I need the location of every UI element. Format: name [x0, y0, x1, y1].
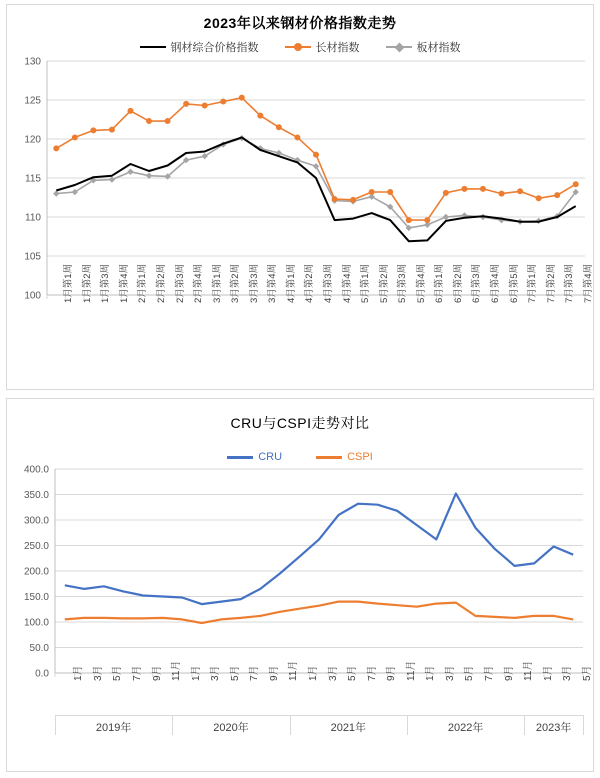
- legend-swatch-cru-icon: [227, 452, 253, 462]
- svg-text:130: 130: [24, 56, 41, 68]
- top-chart-legend: [7, 39, 593, 55]
- year-group-separator: [55, 715, 56, 735]
- bottom-x-label: 3月: [444, 665, 456, 681]
- top-x-label: 7月第1周: [527, 263, 539, 303]
- bottom-x-label: 5月: [112, 665, 124, 681]
- top-x-label: 1月第1周: [63, 263, 75, 303]
- top-x-label: 6月第3周: [471, 263, 483, 303]
- bottom-x-label: 7月: [366, 665, 378, 681]
- bottom-x-label: 1月: [542, 665, 554, 681]
- top-x-label: 2月第3周: [174, 263, 186, 303]
- bottom-x-label: 5月: [347, 665, 359, 681]
- top-x-label: 2月第4周: [193, 263, 205, 303]
- svg-text:400.0: 400.0: [23, 464, 49, 476]
- bottom-x-label: 9月: [268, 665, 280, 681]
- top-chart-svg: [7, 55, 593, 395]
- bottom-x-label: 5月: [464, 665, 476, 681]
- svg-text:120: 120: [24, 134, 41, 146]
- bottom-x-label: 9月: [503, 665, 515, 681]
- top-x-label: 2月第1周: [137, 263, 149, 303]
- bottom-x-label: 5月: [229, 665, 241, 681]
- top-x-label: 6月第5周: [508, 263, 520, 303]
- top-x-label: 1月第4周: [118, 263, 130, 303]
- bottom-x-label: 3月: [92, 665, 104, 681]
- top-x-label: 3月第4周: [267, 263, 279, 303]
- top-x-label: 4月第4周: [341, 263, 353, 303]
- top-x-label: 1月第3周: [100, 263, 112, 303]
- top-x-label: 5月第2周: [378, 263, 390, 303]
- legend-item-cru: [227, 451, 282, 463]
- top-x-label: 6月第2周: [452, 263, 464, 303]
- bottom-x-label: 7月: [249, 665, 261, 681]
- top-x-label: 6月第1周: [434, 263, 446, 303]
- svg-text:105: 105: [24, 251, 41, 263]
- svg-text:200.0: 200.0: [23, 566, 49, 578]
- svg-text:115: 115: [25, 173, 41, 185]
- top-x-label: 4月第2周: [304, 263, 316, 303]
- top-x-label: 4月第1周: [285, 263, 297, 303]
- legend-item-flat: [386, 39, 461, 55]
- bottom-chart-svg: [7, 463, 593, 733]
- svg-text:0.0: 0.0: [35, 668, 49, 680]
- year-group-separator: [583, 715, 584, 735]
- bottom-x-label: 7月: [131, 665, 143, 681]
- bottom-plot-area: [7, 463, 593, 733]
- top-x-label: 3月第3周: [248, 263, 260, 303]
- top-x-label: 5月第4周: [415, 263, 427, 303]
- year-group-label: 2020年: [213, 722, 249, 734]
- legend-label-cru: CRU: [258, 451, 283, 463]
- svg-text:50.0: 50.0: [29, 643, 49, 654]
- legend-label-flat: 板材指数: [416, 42, 461, 54]
- bottom-x-label: 11月: [171, 660, 183, 681]
- bottom-x-label: 7月: [483, 665, 495, 681]
- top-plot-area: [7, 55, 593, 395]
- top-x-label: 2月第2周: [156, 263, 168, 303]
- svg-text:350.0: 350.0: [23, 490, 49, 501]
- bottom-chart-legend: [7, 451, 593, 463]
- legend-swatch-long-icon: [285, 42, 311, 52]
- bottom-x-label: 1月: [307, 665, 319, 681]
- bottom-chart-title: CRU与CSPI走势对比: [230, 415, 370, 431]
- chart-panel-top: [6, 4, 594, 390]
- year-group-divider: [55, 715, 583, 716]
- top-x-label: 4月第3周: [323, 263, 334, 303]
- legend-label-long: 长材指数: [315, 42, 360, 54]
- top-x-label: 5月第1周: [360, 263, 372, 303]
- bottom-x-label: 9月: [151, 665, 163, 681]
- legend-item-long: [285, 39, 360, 55]
- legend-label-composite: 钢材综合价格指数: [170, 42, 259, 54]
- bottom-x-label: 1月: [190, 665, 202, 681]
- bottom-x-label: 9月: [386, 665, 398, 681]
- bottom-x-label: 1月: [73, 665, 85, 681]
- legend-swatch-composite-icon: [140, 42, 166, 52]
- top-chart-title: 2023年以来钢材价格指数走势: [203, 15, 397, 31]
- legend-item-composite: [140, 39, 259, 55]
- bottom-x-label: 11月: [405, 660, 417, 681]
- bottom-x-label: 3月: [210, 665, 222, 681]
- chart-panel-bottom: [6, 398, 594, 772]
- bottom-x-label: 1月: [425, 665, 437, 681]
- legend-swatch-cspi-icon: [316, 452, 342, 462]
- top-x-label: 7月第2周: [545, 263, 557, 303]
- svg-text:110: 110: [25, 212, 41, 224]
- top-x-label: 1月第2周: [81, 263, 93, 303]
- year-group-label: 2019年: [95, 722, 132, 734]
- top-x-label: 7月第3周: [564, 263, 576, 303]
- svg-text:100: 100: [24, 290, 41, 302]
- legend-swatch-flat-icon: [386, 42, 412, 52]
- year-group-label: 2021年: [330, 722, 367, 734]
- legend-item-cspi: [316, 451, 373, 463]
- bottom-x-label: 3月: [562, 665, 574, 681]
- top-x-label: 7月第4周: [582, 263, 594, 303]
- svg-text:125: 125: [24, 95, 41, 107]
- year-group-label: 2022年: [447, 722, 484, 734]
- top-x-label: 3月第1周: [211, 263, 223, 303]
- svg-text:150.0: 150.0: [23, 592, 49, 603]
- top-x-label: 3月第2周: [230, 263, 242, 303]
- top-x-label: 5月第3周: [397, 263, 409, 303]
- bottom-x-label: 5月: [581, 665, 593, 681]
- bottom-x-label: 11月: [523, 660, 535, 681]
- year-group-label: 2023年: [535, 722, 572, 734]
- legend-label-cspi: CSPI: [347, 451, 373, 463]
- svg-text:300.0: 300.0: [23, 515, 49, 527]
- svg-text:100.0: 100.0: [23, 617, 49, 629]
- svg-text:250.0: 250.0: [23, 541, 49, 552]
- bottom-x-label: 11月: [288, 660, 300, 681]
- top-x-label: 6月第4周: [489, 263, 501, 303]
- bottom-x-label: 3月: [327, 665, 339, 681]
